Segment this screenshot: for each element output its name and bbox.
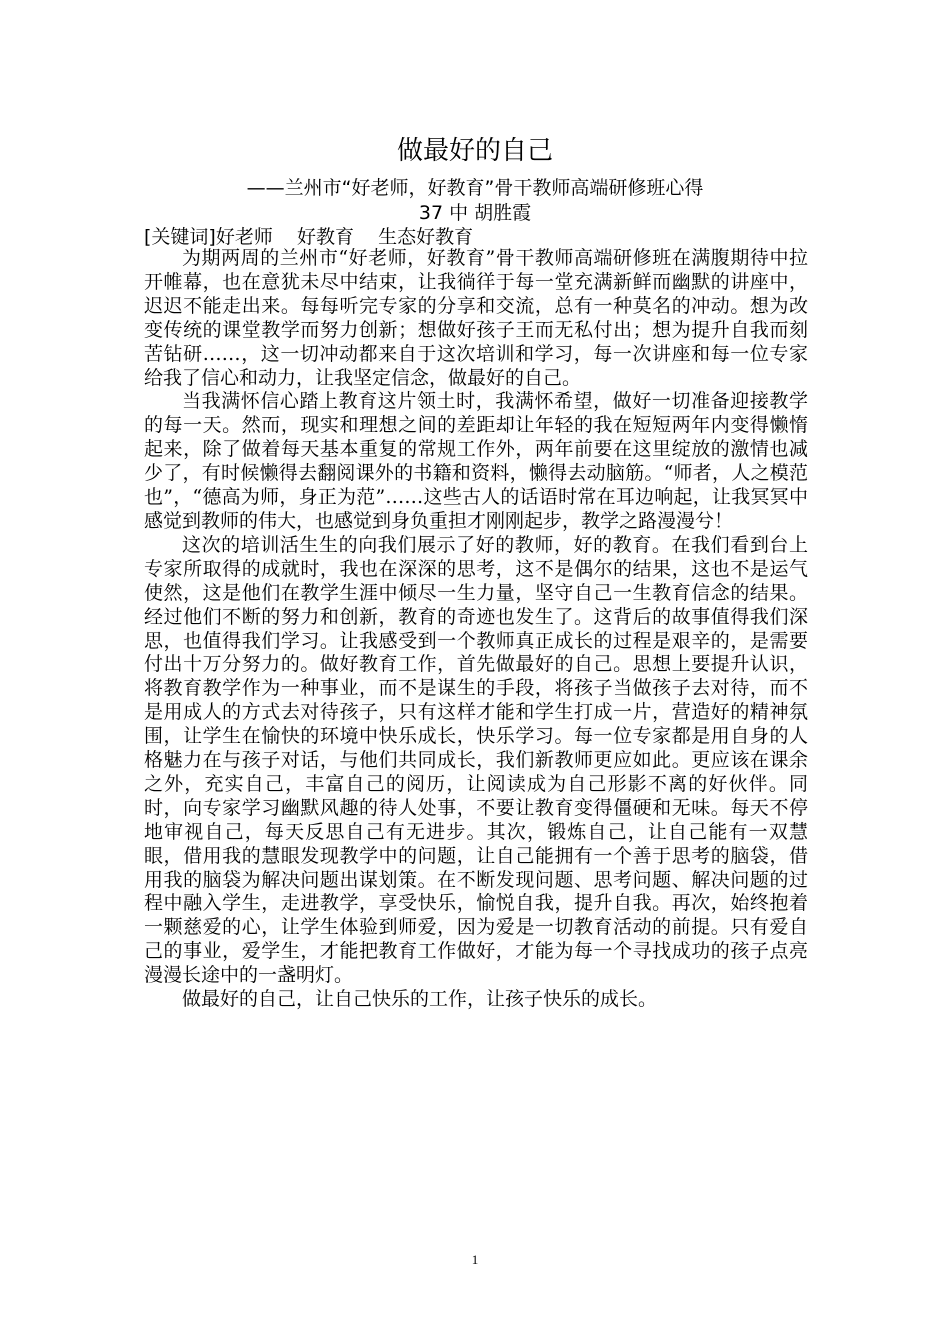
author-line: 37 中 胡胜霞 [418, 202, 532, 224]
document-subtitle: ——兰州市“好老师，好教育”骨干教师高端研修班心得 [246, 177, 704, 199]
page-number: 1 [471, 1252, 479, 1267]
document-title: 做最好的自己 [396, 136, 553, 166]
body-paragraph-3: 这次的培训活生生的向我们展示了好的教师，好的教育。在我们看到台上专家所取得的成就时，我也在深深的思考，这不是偶尔的结果，这也不是运气使然，这是他们在教学生涯中倾尽一生力量，坚守自己一生教育信念的结果。经过他们不断的努力和创新，教育的奇迹也发生了。这背后的故事值得我们深思，也值得我们学习。让我感受到一个教师真正成长的过程是艰辛的，是需要付出十万分努力的。做好教育工作，首先做最好的自己。思想上要提升认识，将教育教学作为一种事业，而不是谋生的手段，将孩子当做孩子去对待，而不是用成人的方式去对待孩子，只有这样才能和学生打成一片，营造好的精神氛围，让学生在愉快的环境中快乐成长，快乐学习。每一位专家都是用自身的人格魅力在与孩子对话，与他们共同成长，我们新教师更应如此。更应该在课余之外，充实自己，丰富自己的阅历，让阅读成为自己形影不离的好伙伴。同时，向专家学习幽默风趣的待人处事，不要让教育变得僵硬和无味。每天不停地审视自己，每天反思自己有无进步。其次，锻炼自己，让自己能有一双慧眼，借用我的慧眼发现教学中的问题，让自己能拥有一个善于思考的脑袋，借用我的脑袋为解决问题出谋划策。在不断发现问题、思考问题、解决问题的过程中融入学生，走进教学，享受快乐，愉悦自我，提升自我。再次，始终抱着一颗慈爱的心，让学生体验到师爱，因为爱是一切教育活动的前提。只有爱自己的事业，爱学生，才能把教育工作做好，才能为每一个寻找成功的孩子点亮漫漫长途中的一盏明灯。 [144, 533, 808, 987]
body-paragraph-2: 当我满怀信心踏上教育这片领土时，我满怀希望，做好一切准备迎接教学的每一天。然而，现实和理想之间的差距却让年轻的我在短短两年内变得懒惰起来，除了做着每天基本重复的常规工作外，两年前要在这里绽放的激情也减少了，有时候懒得去翻阅课外的书籍和资料，懒得去动脑筋。“师者，人之模范也”，“德高为师，身正为范”……这些古人的话语时常在耳边响起，让我冥冥中感觉到教师的伟大，也感觉到身负重担才刚刚起步，教学之路漫漫兮！ [144, 390, 808, 532]
body-paragraph-1: 为期两周的兰州市“好老师，好教育”骨干教师高端研修班在满腹期待中拉开帷幕，也在意犹未尽中结束，让我徜徉于每一堂充满新鲜而幽默的讲座中，迟迟不能走出来。每每听完专家的分享和交流，总有一种莫名的冲动。想为改变传统的课堂教学而努力创新；想做好孩子王而无私付出；想为提升自我而刻苦钻研……，这一切冲动都来自于这次培训和学习，每一次讲座和每一位专家给我了信心和动力，让我坚定信念，做最好的自己。 [144, 247, 808, 389]
document-body [144, 247, 808, 1012]
body-paragraph-4: 做最好的自己，让自己快乐的工作，让孩子快乐的成长。 [182, 988, 658, 1011]
keywords-line: [关键词]好老师 好教育 生态好教育 [144, 226, 474, 248]
